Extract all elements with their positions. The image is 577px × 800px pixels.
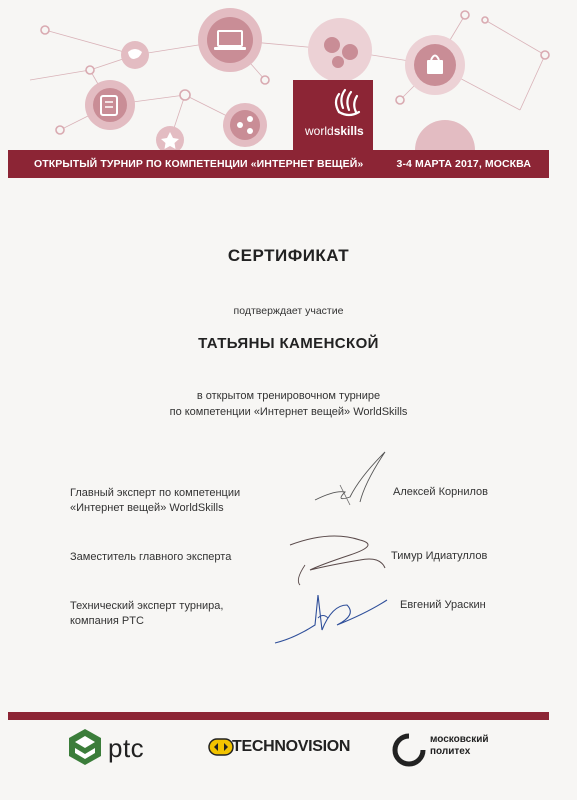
worldskills-logo <box>293 80 373 150</box>
signatory-role-1: Главный эксперт по компетенции «Интернет вещей» WorldSkills <box>70 487 241 514</box>
event-date-place: 3-4 МАРТА 2017, МОСКВА <box>396 158 531 170</box>
footer-bar <box>8 712 549 720</box>
mospolytech-logo-text: московский политех <box>430 734 489 757</box>
certificate-title: СЕРТИФИКАТ <box>227 246 350 265</box>
signature-3 <box>270 588 390 648</box>
signatory-role-2: Заместитель главного эксперта <box>70 551 232 563</box>
share-icon <box>237 122 243 128</box>
ptc-logo-icon <box>65 727 105 767</box>
header-banner <box>8 150 549 178</box>
technovision-logo-icon <box>208 737 234 757</box>
signatory-name-1: Алексей Корнилов <box>393 486 488 498</box>
worldskills-hand-icon <box>293 80 373 126</box>
signatory-name-2: Тимур Идиатуллов <box>391 550 488 562</box>
certificate-description: в открытом тренировочном турнире по компетенции «Интернет вещей» WorldSkills <box>169 390 408 418</box>
mospolytech-logo-icon <box>392 730 426 770</box>
signature-1 <box>300 445 395 520</box>
header-network-art <box>0 0 577 150</box>
recipient-name: ТАТЬЯНЫ КАМЕНСКОЙ <box>198 335 379 352</box>
shopping-bag-icon <box>427 60 443 74</box>
signatory-role-3: Технический эксперт турнира, компания PTC <box>70 600 224 627</box>
ptc-logo-text: ptc <box>108 733 145 763</box>
technovision-logo-text: TECHNOVISION <box>232 738 351 755</box>
signatory-name-3: Евгений Ураскин <box>400 599 486 611</box>
event-title: ОТКРЫТЫЙ ТУРНИР ПО КОМПЕТЕНЦИИ «ИНТЕРНЕТ ВЕЩЕЙ» <box>34 158 364 170</box>
signature-2 <box>285 520 395 590</box>
confirms-text: подтверждает участие <box>233 305 344 317</box>
worldskills-wordmark: worldskills <box>305 124 364 138</box>
